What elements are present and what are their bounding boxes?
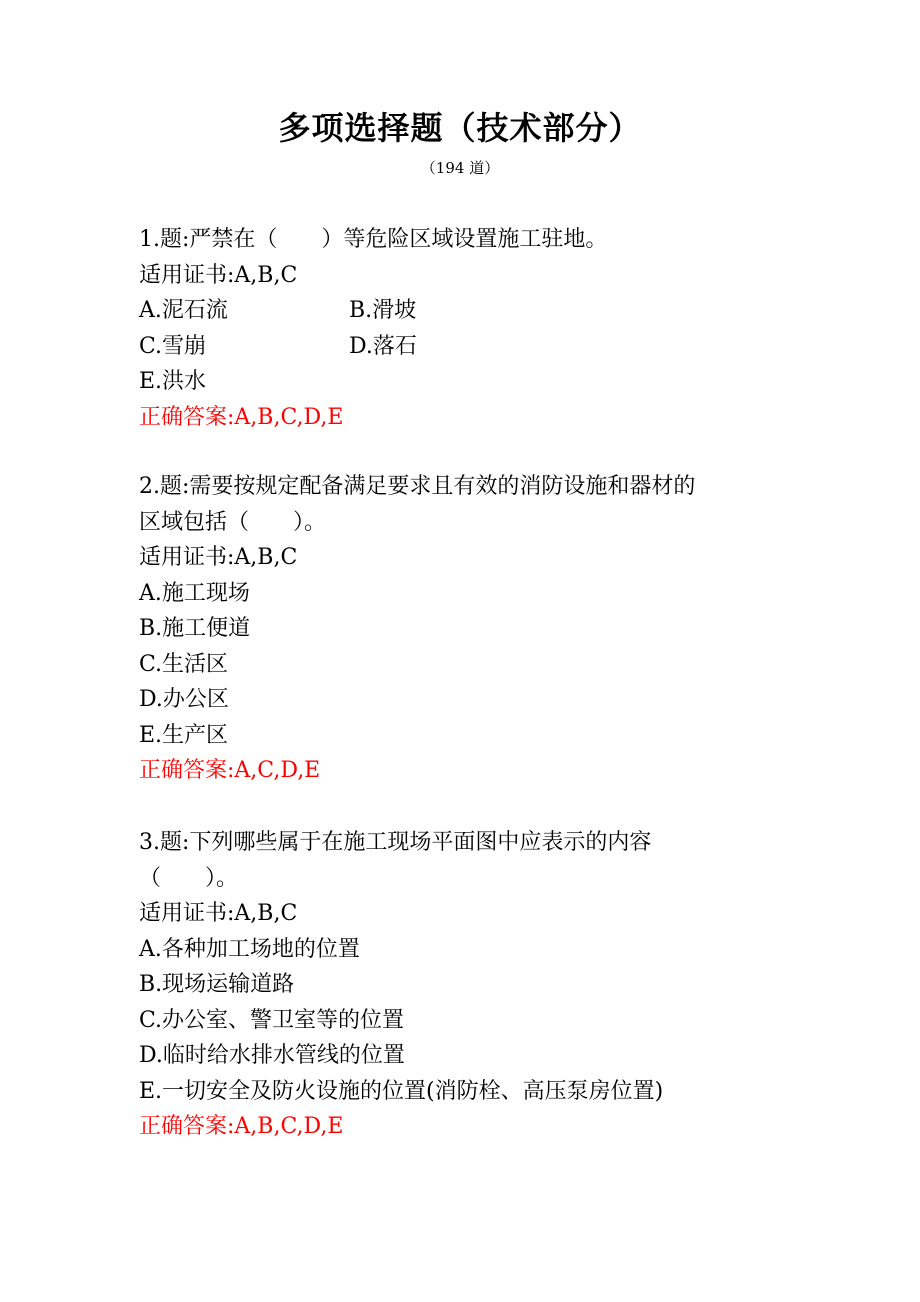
option-e: E.洪水 [139,369,207,394]
option-row [139,329,789,365]
question-stem-continued: 区域包括（ ）。 [139,509,327,535]
option-e: E.一切安全及防火设施的位置(消防栓、高压泵房位置) [139,1078,664,1104]
question-stem: 2.题:需要按规定配备满足要求且有效的消防设施和器材的 [139,474,696,499]
option-c: C.雪崩 [139,333,207,359]
question-1 [139,222,789,435]
option-c: C.生活区 [139,651,229,677]
correct-answer: 正确答案:A,C,D,E [139,758,321,783]
question-2 [139,469,789,789]
option-b: B.施工便道 [139,616,251,641]
correct-answer: 正确答案:A,B,C,D,E [139,1114,344,1139]
question-stem-continued: （ ）。 [139,865,239,891]
question-stem: 3.题:下列哪些属于在施工现场平面图中应表示的内容 [139,830,652,855]
option-c: C.办公室、警卫室等的位置 [139,1007,405,1033]
question-3 [139,825,789,1145]
option-d: D.落石 [349,333,417,359]
certificate-line: 适用证书:A,B,C [139,901,298,926]
option-e: E.生产区 [139,722,229,748]
option-a: A.泥石流 [139,298,228,323]
question-stem: 1.题:严禁在（ ）等危险区域设置施工驻地。 [139,227,608,252]
certificate-line: 适用证书:A,B,C [139,262,298,288]
option-d: D.临时给水排水管线的位置 [139,1043,405,1068]
option-b: B.现场运输道路 [139,972,295,997]
option-d: D.办公区 [139,687,229,712]
page-title: 多项选择题（技术部分） [278,109,642,147]
option-b: B.滑坡 [349,298,417,323]
question-count: （194 道） [420,159,500,177]
correct-answer: 正确答案:A,B,C,D,E [139,404,344,430]
certificate-line: 适用证书:A,B,C [139,545,298,570]
option-a: A.各种加工场地的位置 [139,936,360,962]
option-a: A.施工现场 [139,580,250,606]
option-row [139,293,789,329]
